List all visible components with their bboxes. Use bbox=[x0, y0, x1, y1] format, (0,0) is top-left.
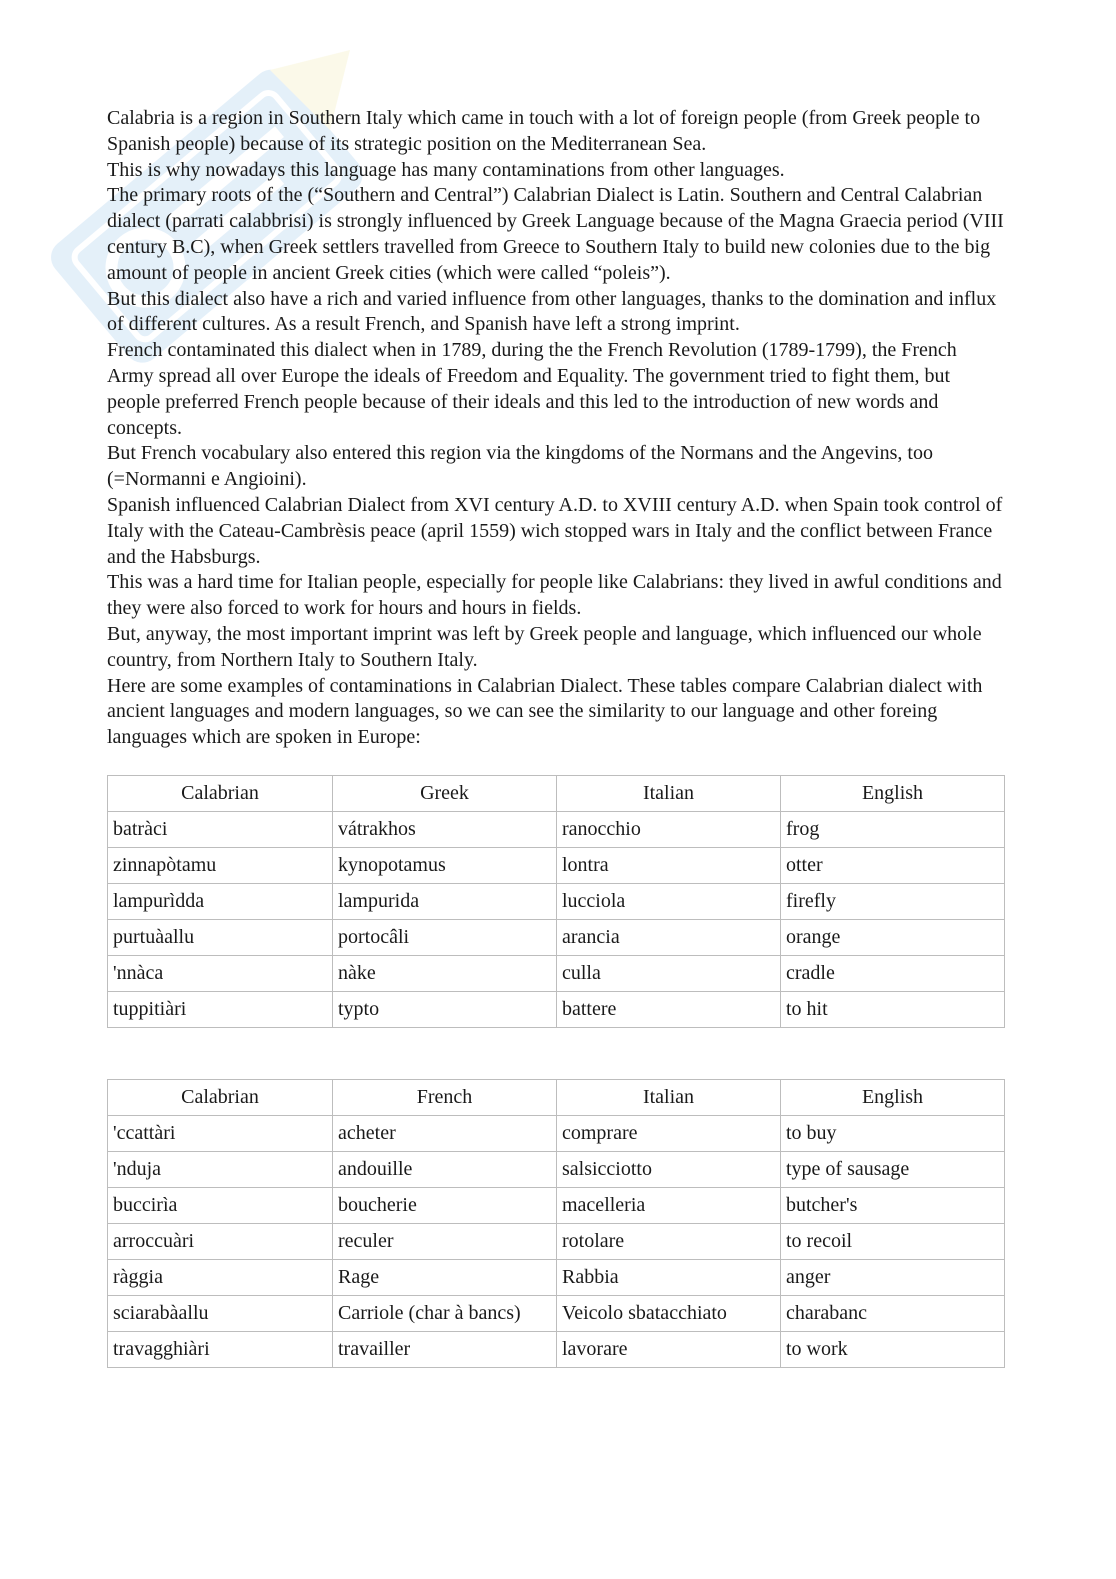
table-header-row bbox=[108, 775, 1005, 811]
table-cell: buccirìa bbox=[108, 1187, 333, 1223]
table-row bbox=[108, 919, 1005, 955]
table-cell: batràci bbox=[108, 811, 333, 847]
table-row bbox=[108, 1115, 1005, 1151]
table-cell: to hit bbox=[781, 991, 1005, 1027]
table-cell: Rabbia bbox=[557, 1259, 781, 1295]
paragraph: Here are some examples of contaminations in Calabrian Dialect. These tables compare Calabrian dialect with ancient languages and modern languages, so we can see the similarity to our language and other foreing languages which are spoken in Europe: bbox=[107, 674, 983, 749]
table-cell: Carriole (char à bancs) bbox=[333, 1295, 557, 1331]
table-row bbox=[108, 1151, 1005, 1187]
table-cell: purtuàallu bbox=[108, 919, 333, 955]
column-header: Italian bbox=[557, 775, 781, 811]
document-content bbox=[107, 106, 1007, 1368]
table-cell: butcher's bbox=[781, 1187, 1005, 1223]
table-cell: 'nnàca bbox=[108, 955, 333, 991]
table-cell: sciarabàallu bbox=[108, 1295, 333, 1331]
table-cell: lontra bbox=[557, 847, 781, 883]
table-cell: vátrakhos bbox=[333, 811, 557, 847]
table-cell: typto bbox=[333, 991, 557, 1027]
paragraph: This was a hard time for Italian people, especially for people like Calabrians: they lived in awful conditions and they were also forced to work for hours and hours in fields. bbox=[107, 571, 1002, 620]
table-cell: lavorare bbox=[557, 1331, 781, 1367]
table-cell: arroccuàri bbox=[108, 1223, 333, 1259]
table-row bbox=[108, 1331, 1005, 1367]
table-cell: salsicciotto bbox=[557, 1151, 781, 1187]
column-header: Greek bbox=[333, 775, 557, 811]
table-cell: zinnapòtamu bbox=[108, 847, 333, 883]
table-cell: cradle bbox=[781, 955, 1005, 991]
table-cell: Rage bbox=[333, 1259, 557, 1295]
table-row bbox=[108, 1187, 1005, 1223]
table-cell: Veicolo sbatacchiato bbox=[557, 1295, 781, 1331]
table-cell: orange bbox=[781, 919, 1005, 955]
table-cell: lampurìdda bbox=[108, 883, 333, 919]
table-row bbox=[108, 1223, 1005, 1259]
table-cell: lucciola bbox=[557, 883, 781, 919]
table-row bbox=[108, 811, 1005, 847]
table-cell: reculer bbox=[333, 1223, 557, 1259]
paragraph: But, anyway, the most important imprint was left by Greek people and language, which influenced our whole country, from Northern Italy to Southern Italy. bbox=[107, 622, 982, 671]
table-cell: tuppitiàri bbox=[108, 991, 333, 1027]
paragraph: But this dialect also have a rich and varied influence from other languages, thanks to the domination and influx of different cultures. As a result French, and Spanish have left a strong imprint. bbox=[107, 287, 997, 336]
table-row bbox=[108, 883, 1005, 919]
table-header-row bbox=[108, 1079, 1005, 1115]
table-cell: comprare bbox=[557, 1115, 781, 1151]
column-header: English bbox=[781, 1079, 1005, 1115]
table-row bbox=[108, 1295, 1005, 1331]
table-cell: type of sausage bbox=[781, 1151, 1005, 1187]
table-cell: frog bbox=[781, 811, 1005, 847]
column-header: English bbox=[781, 775, 1005, 811]
column-header: French bbox=[333, 1079, 557, 1115]
table-cell: nàke bbox=[333, 955, 557, 991]
table-cell: acheter bbox=[333, 1115, 557, 1151]
paragraph: The primary roots of the (“Southern and Central”) Calabrian Dialect is Latin. Southern and Central Calabrian dialect (parrati calabbrisi) is strongly influenced by Greek Language because of the Magna Graecia period (VIII century B.C), when Greek settlers travelled from Greece to Southern Italy to build new colonies due to the big amount of people in ancient Greek cities (which were called “poleis”). bbox=[107, 184, 1004, 284]
table-cell: culla bbox=[557, 955, 781, 991]
column-header: Calabrian bbox=[108, 1079, 333, 1115]
greek-comparison-table bbox=[107, 775, 1005, 1028]
paragraph: Calabria is a region in Southern Italy which came in touch with a lot of foreign people (from Greek people to Spanish people) because of its strategic position on the Mediterranean Sea. bbox=[107, 107, 981, 155]
table-cell: otter bbox=[781, 847, 1005, 883]
table-cell: 'ccattàri bbox=[108, 1115, 333, 1151]
french-comparison-table bbox=[107, 1079, 1005, 1368]
paragraph: Spanish influenced Calabrian Dialect from XVI century A.D. to XVIII century A.D. when Spain took control of Italy with the Cateau-Cambrèsis peace (april 1559) wich stopped wars in Italy and the conflict between France and the Habsburgs. bbox=[107, 493, 1003, 568]
table-cell: boucherie bbox=[333, 1187, 557, 1223]
paragraph: French contaminated this dialect when in 1789, during the the French Revolution (1789-1799), the French Army spread all over Europe the ideals of Freedom and Equality. The government tried to fight them, but people preferred French people because of their ideals and this led to the introduction of new words and concepts. bbox=[107, 339, 957, 439]
column-header: Italian bbox=[557, 1079, 781, 1115]
paragraph: But French vocabulary also entered this region via the kingdoms of the Normans and the Angevins, too (=Normanni e Angioini). bbox=[107, 442, 933, 491]
body-text bbox=[107, 106, 1007, 751]
table-cell: charabanc bbox=[781, 1295, 1005, 1331]
table-cell: ràggia bbox=[108, 1259, 333, 1295]
table-cell: anger bbox=[781, 1259, 1005, 1295]
table-cell: rotolare bbox=[557, 1223, 781, 1259]
table-cell: firefly bbox=[781, 883, 1005, 919]
table-row bbox=[108, 847, 1005, 883]
table-cell: to buy bbox=[781, 1115, 1005, 1151]
table-cell: lampurida bbox=[333, 883, 557, 919]
table-row bbox=[108, 1259, 1005, 1295]
table-cell: to recoil bbox=[781, 1223, 1005, 1259]
table-cell: macelleria bbox=[557, 1187, 781, 1223]
table-row bbox=[108, 991, 1005, 1027]
column-header: Calabrian bbox=[108, 775, 333, 811]
table-cell: andouille bbox=[333, 1151, 557, 1187]
table-cell: arancia bbox=[557, 919, 781, 955]
table-cell: portocâli bbox=[333, 919, 557, 955]
table-cell: battere bbox=[557, 991, 781, 1027]
table-row bbox=[108, 955, 1005, 991]
table-cell: ranocchio bbox=[557, 811, 781, 847]
table-cell: travailler bbox=[333, 1331, 557, 1367]
paragraph: This is why nowadays this language has many contaminations from other languages. bbox=[107, 158, 785, 181]
table-cell: travagghiàri bbox=[108, 1331, 333, 1367]
table-cell: 'nduja bbox=[108, 1151, 333, 1187]
table-cell: to work bbox=[781, 1331, 1005, 1367]
table-cell: kynopotamus bbox=[333, 847, 557, 883]
